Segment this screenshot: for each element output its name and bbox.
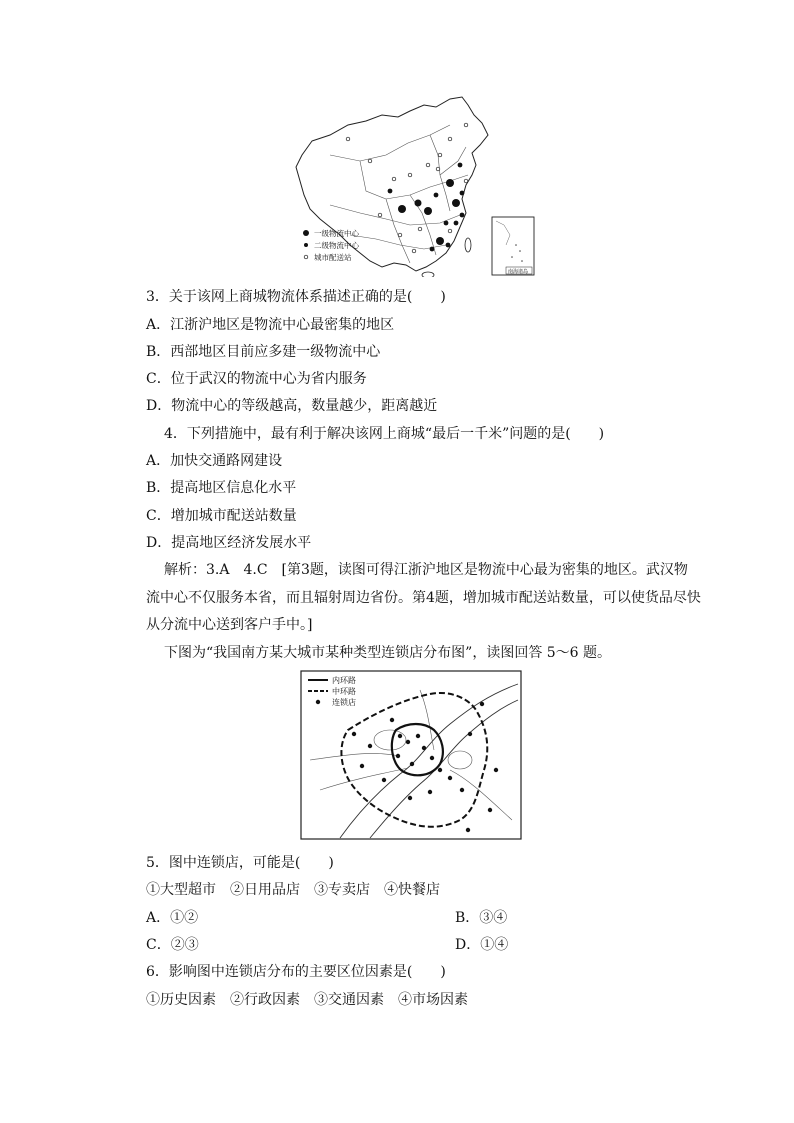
q3-option-d: D．物流中心的等级越高，数量越少，距离越近 xyxy=(146,398,438,414)
china-legend-1: 一级物流中心 xyxy=(314,229,359,238)
city-legend-2: 中环路 xyxy=(332,687,356,696)
analysis-line-1: 解析：3.A 4.C [第3题，读图可得江浙沪地区是物流中心最为密集的地区。武汉物 xyxy=(164,562,688,578)
q4-option-a: A．加快交通路网建设 xyxy=(146,453,283,469)
city-chain-store-map xyxy=(300,670,522,840)
q6-stem: 6．影响图中连锁店分布的主要区位因素是( ) xyxy=(146,964,446,980)
q4-option-b: B．提高地区信息化水平 xyxy=(146,480,297,496)
figure-intro: 下图为“我国南方某大城市某种类型连锁店分布图”，读图回答 5～6 题。 xyxy=(164,645,612,661)
q4-option-d: D．提高地区经济发展水平 xyxy=(146,535,312,551)
china-map-svg xyxy=(290,95,536,277)
q3-option-b: B．西部地区目前应多建一级物流中心 xyxy=(146,344,381,360)
q5-stem: 5．图中连锁店，可能是( ) xyxy=(146,855,334,871)
city-legend-3: 连锁店 xyxy=(332,698,356,707)
q3-option-a: A．江浙沪地区是物流中心最密集的地区 xyxy=(146,317,395,333)
q5-items: ①大型超市 ②日用品店 ③专卖店 ④快餐店 xyxy=(146,882,440,898)
city-map-svg xyxy=(300,670,522,840)
china-legend-2: 二级物流中心 xyxy=(314,241,359,250)
q5-option-d: D．①④ xyxy=(455,937,509,953)
analysis-line-2: 流中心不仅服务本省，而且辐射周边省份。第4题，增加城市配送站数量，可以使货品尽快 xyxy=(146,590,701,606)
china-legend-3: 城市配送站 xyxy=(314,253,352,262)
city-legend-1: 内环路 xyxy=(332,676,356,685)
q5-option-b: B．③④ xyxy=(455,910,508,926)
q5-option-a: A．①② xyxy=(146,910,199,926)
inset-label: 南海诸岛 xyxy=(508,269,529,275)
q4-stem: 4．下列措施中，最有利于解决该网上商城“最后一千米”问题的是( ) xyxy=(164,426,605,442)
q3-option-c: C．位于武汉的物流中心为省内服务 xyxy=(146,371,367,387)
q3-stem: 3．关于该网上商城物流体系描述正确的是( ) xyxy=(146,289,446,305)
china-logistics-map xyxy=(290,95,536,277)
analysis-line-3: 从分流中心送到客户手中。] xyxy=(146,617,313,633)
q4-option-c: C．增加城市配送站数量 xyxy=(146,508,297,524)
q5-option-c: C．②③ xyxy=(146,937,199,953)
q6-items: ①历史因素 ②行政因素 ③交通因素 ④市场因素 xyxy=(146,992,468,1008)
